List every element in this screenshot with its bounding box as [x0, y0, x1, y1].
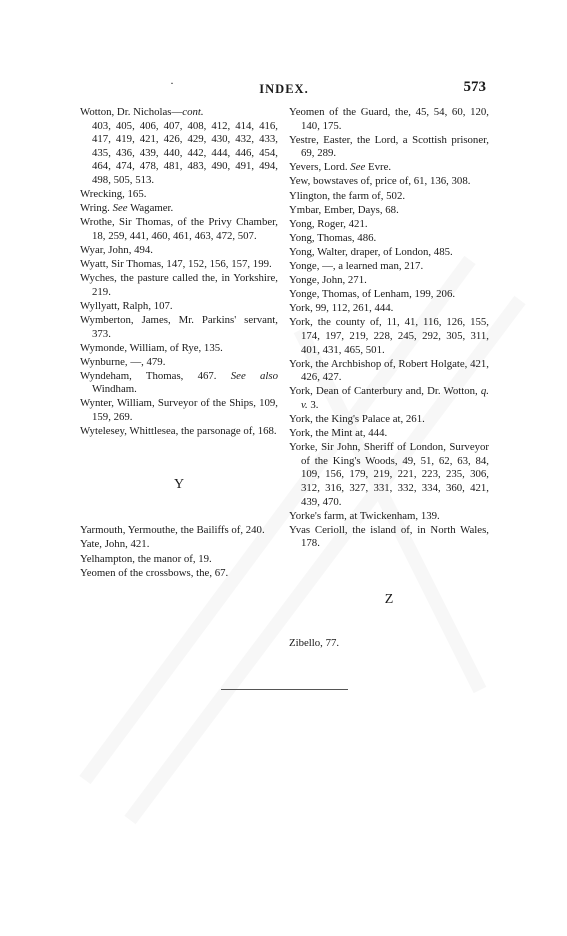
section-letter-z: Z — [384, 592, 394, 607]
index-entry: Yelhampton, the manor of, 19. — [80, 552, 212, 565]
index-entry: York, the county of, 11, 41, 116, 126, 155, 174, 197, 219, 228, 245, 292, 305, 311, 401, 431, 465, 501. — [289, 316, 489, 356]
index-entry: Wynter, William, Surveyor of the Ships, 109, 159, 269. — [80, 397, 278, 424]
index-entry: Wyndeham, Thomas, 467. See also Windham. — [80, 369, 278, 396]
index-entry: York, the Archbishop of, Robert Holgate, 421, 426, 427. — [289, 357, 489, 384]
index-entry: Ylington, the farm of, 502. — [289, 189, 406, 202]
page-header — [80, 76, 488, 98]
index-entry: 403, 405, 406, 407, 408, 412, 414, 416, 417, 419, 421, 426, 429, 430, 432, 433, 435, 436, 439, 440, 442, 444, 446, 454, 464, 474, 478, 481, 483, 490, 491, 494, 498, 505, 513. — [92, 119, 278, 186]
index-entry: Yevers, Lord. See Evre. — [289, 161, 392, 174]
index-entry: Yarmouth, Yermouthe, the Bailiffs of, 240. — [80, 524, 265, 537]
running-head: INDEX. — [259, 82, 309, 96]
index-entry: York, the King's Palace at, 261. — [289, 413, 425, 426]
index-entry: Wytelesey, Whittlesea, the parsonage of, 168. — [80, 425, 277, 438]
index-entry: Yonge, Thomas, of Lenham, 199, 206. — [289, 288, 456, 301]
left-column — [80, 106, 278, 581]
index-entry: Yvas Cerioll, the island of, in North Wales, 178. — [289, 523, 489, 550]
index-entry: Yeomen of the Guard, the, 45, 54, 60, 120, 140, 175. — [289, 106, 489, 132]
index-entry: Yew, bowstaves of, price of, 61, 136, 308. — [289, 175, 471, 188]
index-entry: Wymberton, James, Mr. Parkins' servant, 373. — [80, 313, 278, 340]
index-entry: York, the Mint at, 444. — [289, 427, 388, 440]
index-entry: Yate, John, 421. — [80, 538, 150, 551]
index-entry: Yonge, John, 271. — [289, 274, 367, 287]
index-entry: Yong, Thomas, 486. — [289, 231, 377, 244]
index-entry: Yorke, Sir John, Sheriff of London, Surveyor of the King's Woods, 49, 51, 62, 63, 84, 109, 156, 179, 219, 221, 223, 235, 306, 312, 316, 327, 331, 332, 334, 360, 421, 439, 470. — [289, 441, 489, 508]
section-letter-y: Y — [173, 476, 185, 492]
index-entry: Yorke's farm, at Twickenham, 139. — [289, 509, 440, 522]
index-entry: Wrothe, Sir Thomas, of the Privy Chamber, 18, 259, 441, 460, 461, 463, 472, 507. — [80, 216, 278, 242]
index-entry: York, 99, 112, 261, 444. — [289, 302, 394, 315]
index-entry: Yestre, Easter, the Lord, a Scottish prisoner, 69, 289. — [289, 133, 489, 160]
index-entry: Wyatt, Sir Thomas, 147, 152, 156, 157, 199. — [80, 258, 272, 271]
index-entry: Wymonde, William, of Rye, 135. — [80, 341, 223, 354]
page-number: 573 — [463, 79, 486, 95]
index-entry: York, Dean of Canterbury and, Dr. Wotton, q. v. 3. — [289, 385, 490, 411]
index-entry: Yong, Roger, 421. — [289, 217, 368, 230]
right-column — [289, 106, 489, 651]
index-entry: Wrecking, 165. — [80, 188, 147, 201]
index-entry: Ymbar, Ember, Days, 68. — [289, 203, 399, 216]
index-entry: Wynburne, —, 479. — [80, 355, 166, 368]
index-entry: Wotton, Dr. Nicholas—cont. — [80, 106, 204, 118]
index-entry: Zibello, 77. — [289, 636, 340, 649]
header-dot: · — [170, 76, 174, 90]
closing-rule — [221, 689, 348, 690]
index-entry: Wyches, the pasture called the, in Yorkshire, 219. — [80, 272, 278, 298]
index-entry: Yeomen of the crossbows, the, 67. — [80, 566, 229, 579]
index-entry: Wring. See Wagamer. — [80, 202, 174, 215]
index-entry: Wyar, John, 494. — [80, 243, 153, 256]
index-entry: Yonge, —, a learned man, 217. — [289, 260, 424, 273]
index-entry: Wyllyatt, Ralph, 107. — [80, 299, 173, 312]
index-entry: Yong, Walter, draper, of London, 485. — [289, 245, 453, 258]
